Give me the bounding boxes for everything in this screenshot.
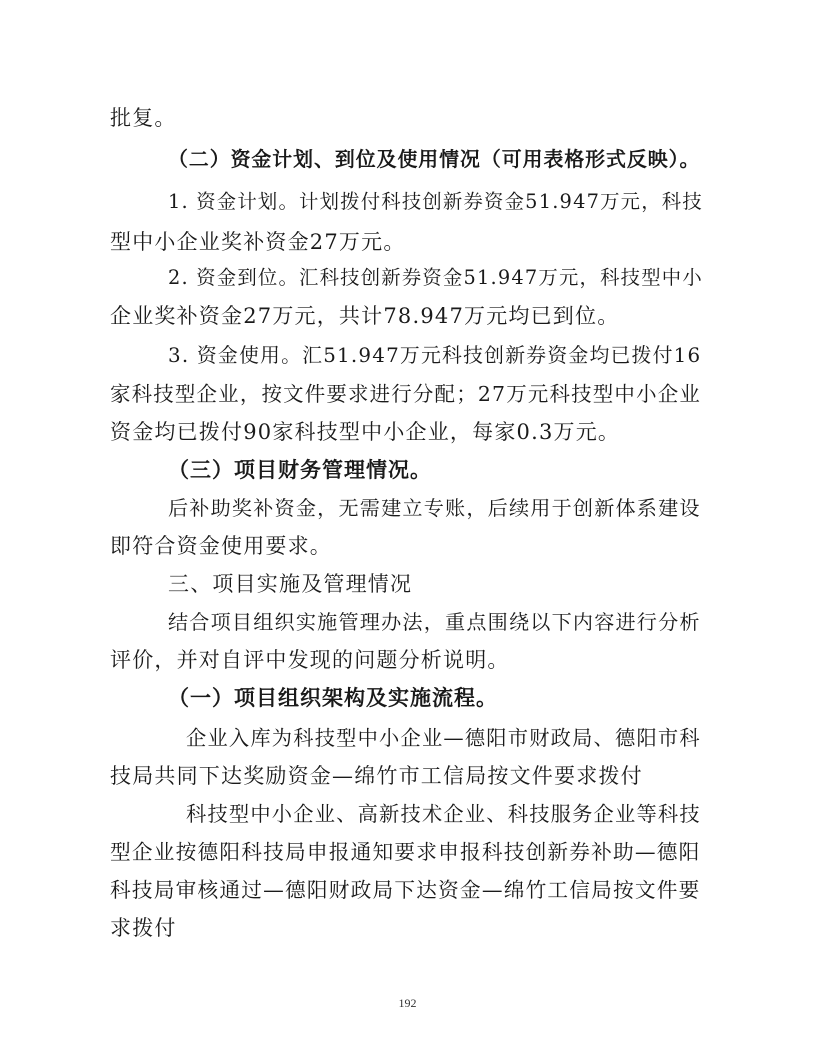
text-line: 2. 资金到位。汇科技创新券资金51.947万元，科技型中小 (168, 266, 703, 289)
text-line: 求拨付 (110, 916, 177, 940)
text-line: 技局共同下达奖励资金—绵竹市工信局按文件要求拨付 (110, 764, 643, 788)
text-line: 型企业按德阳科技局申报通知要求申报科技创新券补助—德阳 (110, 840, 701, 864)
section-heading-implementation: 三、项目实施及管理情况 (168, 572, 413, 596)
text-line: 型中小企业奖补资金27万元。 (110, 230, 406, 254)
text-line: 家科技型企业，按文件要求进行分配；27万元科技型中小企业 (110, 382, 701, 406)
text-line: 3. 资金使用。汇51.947万元科技创新券资金均已拨付16 (168, 344, 702, 367)
text-line: 评价，并对自评中发现的问题分析说明。 (110, 648, 510, 672)
text-line: 后补助奖补资金，无需建立专账，后续用于创新体系建设 (168, 496, 701, 520)
section-heading-structure: （一）项目组织架构及实施流程。 (168, 686, 498, 710)
section-heading-finance: （三）项目财务管理情况。 (168, 458, 432, 482)
text-line: 资金均已拨付90家科技型中小企业，每家0.3万元。 (110, 420, 621, 444)
text-line: 科技型中小企业、高新技术企业、科技服务企业等科技 (186, 802, 701, 826)
text-line: 科技局审核通过—德阳财政局下达资金—绵竹工信局按文件要 (110, 878, 701, 902)
text-line: 批复。 (110, 106, 177, 130)
text-line: 企业入库为科技型中小企业—德阳市财政局、德阳市科 (186, 726, 701, 750)
text-line: 结合项目组织实施管理办法，重点围绕以下内容进行分析 (168, 610, 701, 634)
section-heading-funds: （二）资金计划、到位及使用情况（可用表格形式反映）。 (168, 148, 701, 171)
page-number: 192 (398, 996, 417, 1010)
text-line: 1. 资金计划。计划拨付科技创新券资金51.947万元，科技 (168, 190, 703, 213)
text-line: 即符合资金使用要求。 (110, 534, 332, 558)
text-line: 企业奖补资金27万元，共计78.947万元均已到位。 (110, 304, 620, 328)
